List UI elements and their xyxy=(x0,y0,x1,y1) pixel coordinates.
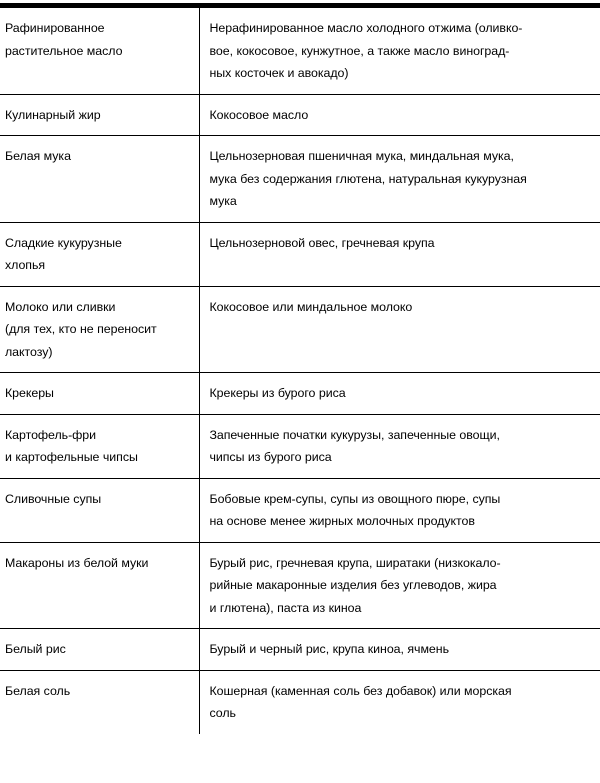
cell-line: Кулинарный жир xyxy=(5,107,101,122)
cell-text xyxy=(0,629,199,670)
cell-line: (для тех, кто не переносит xyxy=(5,322,157,336)
table-cell-refined-item xyxy=(0,373,199,415)
cell-line: мука xyxy=(209,194,237,208)
table-cell-refined-item xyxy=(0,94,199,136)
cell-line: ных косточек и авокадо) xyxy=(209,66,349,80)
cell-line: рийные макаронные изделия без углеводов, жира xyxy=(209,578,497,592)
cell-line: мука без содержания глютена, натуральная кукурузная xyxy=(209,171,527,186)
cell-text xyxy=(200,671,600,734)
cell-line: лактозу) xyxy=(5,344,53,359)
cell-line: Белый рис xyxy=(5,642,66,656)
table-cell-alternative xyxy=(199,414,600,478)
cell-text xyxy=(0,671,199,712)
table-cell-alternative xyxy=(199,373,600,415)
table-cell-refined-item xyxy=(0,542,199,629)
table-row xyxy=(0,136,600,223)
cell-line: Кокосовое масло xyxy=(209,107,309,122)
table-row xyxy=(0,629,600,671)
cell-line: Белая мука xyxy=(5,149,71,163)
cell-text xyxy=(200,8,600,94)
cell-text xyxy=(0,373,199,414)
cell-line: Цельнозерновой овес, гречневая крупа xyxy=(209,235,435,250)
table-row xyxy=(0,94,600,136)
cell-text xyxy=(200,223,600,264)
cell-text xyxy=(200,629,600,670)
cell-line: Кокосовое или миндальное молоко xyxy=(209,299,413,314)
table-cell-alternative xyxy=(199,629,600,671)
cell-text xyxy=(200,95,600,136)
cell-line: Бурый рис, гречневая крупа, ширатаки (низкокало- xyxy=(209,555,501,570)
cell-text xyxy=(0,479,199,520)
cell-line: Сладкие кукурузные xyxy=(5,235,122,250)
table-cell-alternative xyxy=(199,8,600,94)
cell-text xyxy=(200,136,600,222)
cell-line: Сливочные супы xyxy=(5,491,102,506)
table-row xyxy=(0,286,600,373)
table-cell-alternative xyxy=(199,94,600,136)
cell-text xyxy=(0,8,199,71)
table-body xyxy=(0,8,600,734)
cell-text xyxy=(0,287,199,373)
table-row xyxy=(0,414,600,478)
table-cell-alternative xyxy=(199,670,600,734)
cell-line: чипсы из бурого риса xyxy=(209,450,332,464)
cell-line: Крекеры xyxy=(5,386,54,400)
cell-line: Картофель-фри xyxy=(5,427,96,442)
table-cell-refined-item xyxy=(0,670,199,734)
table-cell-refined-item xyxy=(0,286,199,373)
table-cell-alternative xyxy=(199,542,600,629)
table-cell-alternative xyxy=(199,286,600,373)
cell-text xyxy=(0,95,199,136)
cell-text xyxy=(0,136,199,177)
cell-line: Макароны из белой муки xyxy=(5,555,149,570)
cell-line: и картофельные чипсы xyxy=(5,450,138,464)
cell-text xyxy=(200,415,600,478)
cell-line: Крекеры из бурого риса xyxy=(209,386,346,400)
cell-line: Бурый и черный рис, крупа киноа, ячмень xyxy=(209,642,449,656)
table-row xyxy=(0,8,600,94)
table-cell-alternative xyxy=(199,222,600,286)
cell-line: Молоко или сливки xyxy=(5,299,116,314)
cell-line: Белая соль xyxy=(5,683,71,698)
cell-line: Цельнозерновая пшеничная мука, миндальная мука, xyxy=(209,149,514,163)
table-cell-refined-item xyxy=(0,222,199,286)
cell-line: на основе менее жирных молочных продуктов xyxy=(209,514,475,528)
table-cell-alternative xyxy=(199,136,600,223)
table-row xyxy=(0,478,600,542)
table-cell-refined-item xyxy=(0,8,199,94)
table-cell-alternative xyxy=(199,478,600,542)
cell-text xyxy=(200,287,600,328)
cell-line: Запеченные початки кукурузы, запеченные овощи, xyxy=(209,427,500,442)
cell-line: хлопья xyxy=(5,258,46,272)
table-row xyxy=(0,542,600,629)
table-row xyxy=(0,373,600,415)
cell-line: Рафинированное xyxy=(5,21,105,35)
substitutions-table xyxy=(0,8,600,734)
cell-text xyxy=(200,543,600,629)
cell-text xyxy=(0,543,199,584)
cell-text xyxy=(0,415,199,478)
cell-text xyxy=(200,373,600,414)
table-cell-refined-item xyxy=(0,629,199,671)
cell-line: Бобовые крем-супы, супы из овощного пюре, супы xyxy=(209,491,501,506)
cell-line: Нерафинированное масло холодного отжима (оливко- xyxy=(209,21,523,35)
cell-line: и глютена), паста из киноа xyxy=(209,600,362,615)
cell-text xyxy=(200,479,600,542)
cell-line: Кошерная (каменная соль без добавок) или морская xyxy=(209,683,512,698)
table-row xyxy=(0,670,600,734)
table-cell-refined-item xyxy=(0,414,199,478)
table-row xyxy=(0,222,600,286)
table-cell-refined-item xyxy=(0,136,199,223)
table-cell-refined-item xyxy=(0,478,199,542)
cell-text xyxy=(0,223,199,286)
cell-line: вое, кокосовое, кунжутное, а также масло виноград- xyxy=(209,43,510,58)
cell-line: растительное масло xyxy=(5,43,123,58)
cell-line: соль xyxy=(209,706,236,720)
